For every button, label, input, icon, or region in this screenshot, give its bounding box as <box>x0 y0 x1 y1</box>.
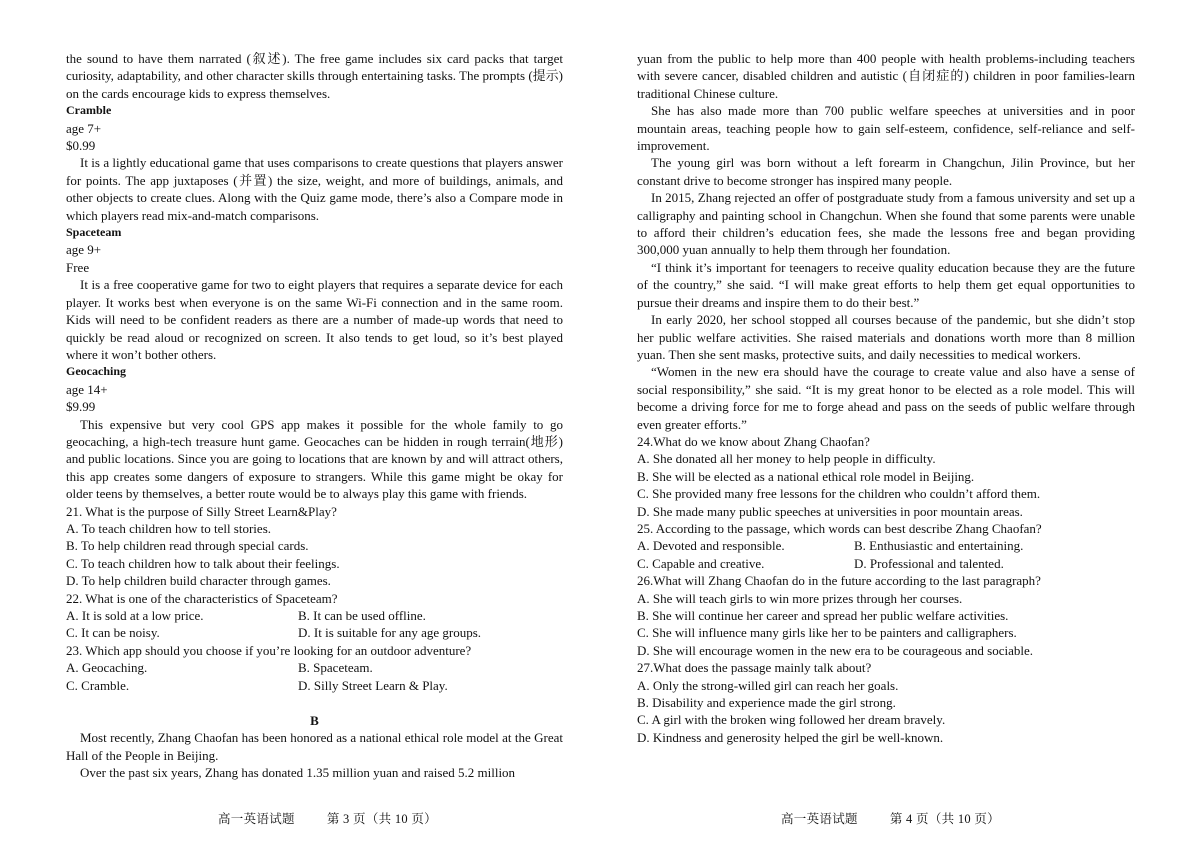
spaceteam-title: Spaceteam <box>66 225 122 240</box>
question-27-option-c: C. A girl with the broken wing followed her dream bravely. <box>637 712 946 728</box>
passage-b-paragraph-3: She has also made more than 700 public welfare speeches at universities and in poor mountain areas, teaching people how to gain self-esteem, confidence, self-reliance and self-improvement. <box>637 103 1135 154</box>
cramble-title: Cramble <box>66 103 112 118</box>
geocaching-description: This expensive but very cool GPS app makes it possible for the whole family to go geocaching, a high-tech treasure hunt game. Geocaches can be hidden in rough terrain(地形) and public locations. Since you are going to locations that are known by and will attract others, this app creates some dangers of exposure to strangers. While this game might be okay for older teens by themselves, a better route would be to always play this game with friends. <box>66 416 563 502</box>
right-page-footer <box>781 811 1000 828</box>
question-23-option-a: A. Geocaching. <box>66 660 148 676</box>
question-26-option-c: C. She will influence many girls like her to be painters and calligraphers. <box>637 625 1017 641</box>
question-22-option-b: B. It can be used offline. <box>298 608 426 623</box>
question-26-option-d: D. She will encourage women in the new era to be courageous and sociable. <box>637 642 1034 658</box>
question-26-option-a: A. She will teach girls to win more prizes through her courses. <box>637 590 963 606</box>
question-22-options-row-2 <box>66 624 563 641</box>
question-25: 25. According to the passage, which words can best describe Zhang Chaofan? <box>637 520 1042 536</box>
left-footer-title: 高一英语试题 <box>218 812 295 826</box>
passage-b-paragraph-4: The young girl was born without a left forearm in Changchun, Jilin Province, but her constant drive to become stronger has inspired many people. <box>637 155 1135 188</box>
geocaching-title: Geocaching <box>66 364 126 379</box>
question-25-options-row-1 <box>637 537 1135 554</box>
spaceteam-age: age 9+ <box>66 242 102 258</box>
question-24-option-d: D. She made many public speeches at universities in poor mountain areas. <box>637 503 1023 519</box>
question-26-option-b: B. She will continue her career and spread her public welfare activities. <box>637 608 1009 623</box>
question-27-option-d: D. Kindness and generosity helped the girl be well-known. <box>637 729 944 745</box>
question-22-options-row-1 <box>66 607 563 624</box>
left-page-footer <box>218 811 437 828</box>
question-23-options-row-2 <box>66 677 563 694</box>
section-b-heading: B <box>310 713 319 729</box>
spaceteam-price: Free <box>66 259 90 275</box>
right-page-column <box>637 50 1135 746</box>
question-21-option-c: C. To teach children how to talk about their feelings. <box>66 555 340 571</box>
question-21: 21. What is the purpose of Silly Street Learn&Play? <box>66 503 337 519</box>
cramble-description: It is a lightly educational game that uses comparisons to create questions that players answer for points. The app juxtaposes (并置) the size, weight, and more of buildings, animals, and other objects to create clues. Along with the Quiz game mode, there’s also a Compare mode in which players read mix-and-match comparisons. <box>66 155 563 223</box>
question-24-option-c: C. She provided many free lessons for the children who couldn’t afford them. <box>637 486 1041 502</box>
question-26: 26.What will Zhang Chaofan do in the future according to the last paragraph? <box>637 573 1041 589</box>
question-25-option-d: D. Professional and talented. <box>854 555 1004 571</box>
passage-b-paragraph-5: In 2015, Zhang rejected an offer of postgraduate study from a famous university and set up a calligraphy and painting school in Changchun. When she found that some parents were unable to afford their children’s education fees, she made the lessons free and began providing 300,000 yuan annually to help them through her foundation. <box>637 190 1135 258</box>
question-22: 22. What is one of the characteristics of Spaceteam? <box>66 590 338 606</box>
right-footer-title: 高一英语试题 <box>781 812 858 826</box>
question-23-option-d: D. Silly Street Learn & Play. <box>298 677 448 693</box>
question-23-option-c: C. Cramble. <box>66 677 130 693</box>
question-24: 24.What do we know about Zhang Chaofan? <box>637 433 870 449</box>
passage-b-paragraph-6: “I think it’s important for teenagers to receive quality education because they are the future of the country,” she said. “I will make great efforts to help them get equal opportunities to pursue their dreams and inspire them to do their best.” <box>637 259 1135 310</box>
question-22-option-d: D. It is suitable for any age groups. <box>298 625 482 641</box>
left-footer-page-number: 第 3 页（共 10 页） <box>326 812 437 826</box>
question-21-option-d: D. To help children build character through games. <box>66 573 331 589</box>
passage-b-paragraph-7: In early 2020, her school stopped all courses because of the pandemic, but she didn’t stop her public welfare activities. She raised materials and donations worth more than 8 million yuan. Then she sent masks, protective suits, and daily necessities to medical workers. <box>637 312 1135 362</box>
right-footer-page-number: 第 4 页（共 10 页） <box>889 812 1000 826</box>
question-25-option-c: C. Capable and creative. <box>637 555 765 571</box>
question-27: 27.What does the passage mainly talk about? <box>637 660 872 676</box>
question-25-option-b: B. Enthusiastic and entertaining. <box>854 538 1024 554</box>
question-27-option-b: B. Disability and experience made the girl strong. <box>637 695 896 711</box>
intro-paragraph: the sound to have them narrated (叙述). The free game includes six card packs that target curiosity, adaptability, and other character skills through entertaining tasks. The prompts (提示) on the cards encourage kids to express themselves. <box>66 51 564 101</box>
question-23-options-row-1 <box>66 659 563 676</box>
question-24-option-b: B. She will be elected as a national ethical role model in Beijing. <box>637 468 975 484</box>
passage-b-paragraph-8: “Women in the new era should have the courage to create value and also have a sense of social responsibility,” she said. “It is my great honor to be elected as a role model. This will become a driving force for me to forge ahead and pass on the seeds of public welfare through even greater efforts.” <box>637 364 1135 432</box>
spaceteam-description: It is a free cooperative game for two to eight players that requires a separate device for each player. It works best when everyone is on the same Wi-Fi connection and in the same room. Kids will need to be confident readers as there are a number of made-up words that need to quickly be read aloud or recognized on screen. It also tends to get loud, so it’s best played where it won’t bother others. <box>66 277 563 362</box>
geocaching-price: $9.99 <box>66 399 96 415</box>
question-22-option-c: C. It can be noisy. <box>66 625 160 641</box>
passage-b-paragraph-2-continued: yuan from the public to help more than 400 people with health problems-including teachers with severe cancer, disabled children and autistic (自闭症的) children in poor families-learn traditional Chinese culture. <box>637 51 1135 101</box>
question-27-option-a: A. Only the strong-willed girl can reach her goals. <box>637 677 899 693</box>
geocaching-age: age 14+ <box>66 381 108 397</box>
question-21-option-b: B. To help children read through special cards. <box>66 538 309 554</box>
question-23-option-b: B. Spaceteam. <box>298 660 373 676</box>
question-23: 23. Which app should you choose if you’re looking for an outdoor adventure? <box>66 642 472 658</box>
passage-b-paragraph-2: Over the past six years, Zhang has donated 1.35 million yuan and raised 5.2 million <box>80 765 516 781</box>
question-25-options-row-2 <box>637 555 1135 572</box>
cramble-price: $0.99 <box>66 138 96 154</box>
question-21-option-a: A. To teach children how to tell stories. <box>66 520 271 536</box>
passage-b-paragraph-1: Most recently, Zhang Chaofan has been honored as a national ethical role model at the Great Hall of the People in Beijing. <box>66 730 563 763</box>
question-22-option-a: A. It is sold at a low price. <box>66 608 204 623</box>
question-25-option-a: A. Devoted and responsible. <box>637 538 785 554</box>
cramble-age: age 7+ <box>66 120 102 136</box>
left-page-column <box>66 50 563 782</box>
question-24-option-a: A. She donated all her money to help people in difficulty. <box>637 451 936 467</box>
